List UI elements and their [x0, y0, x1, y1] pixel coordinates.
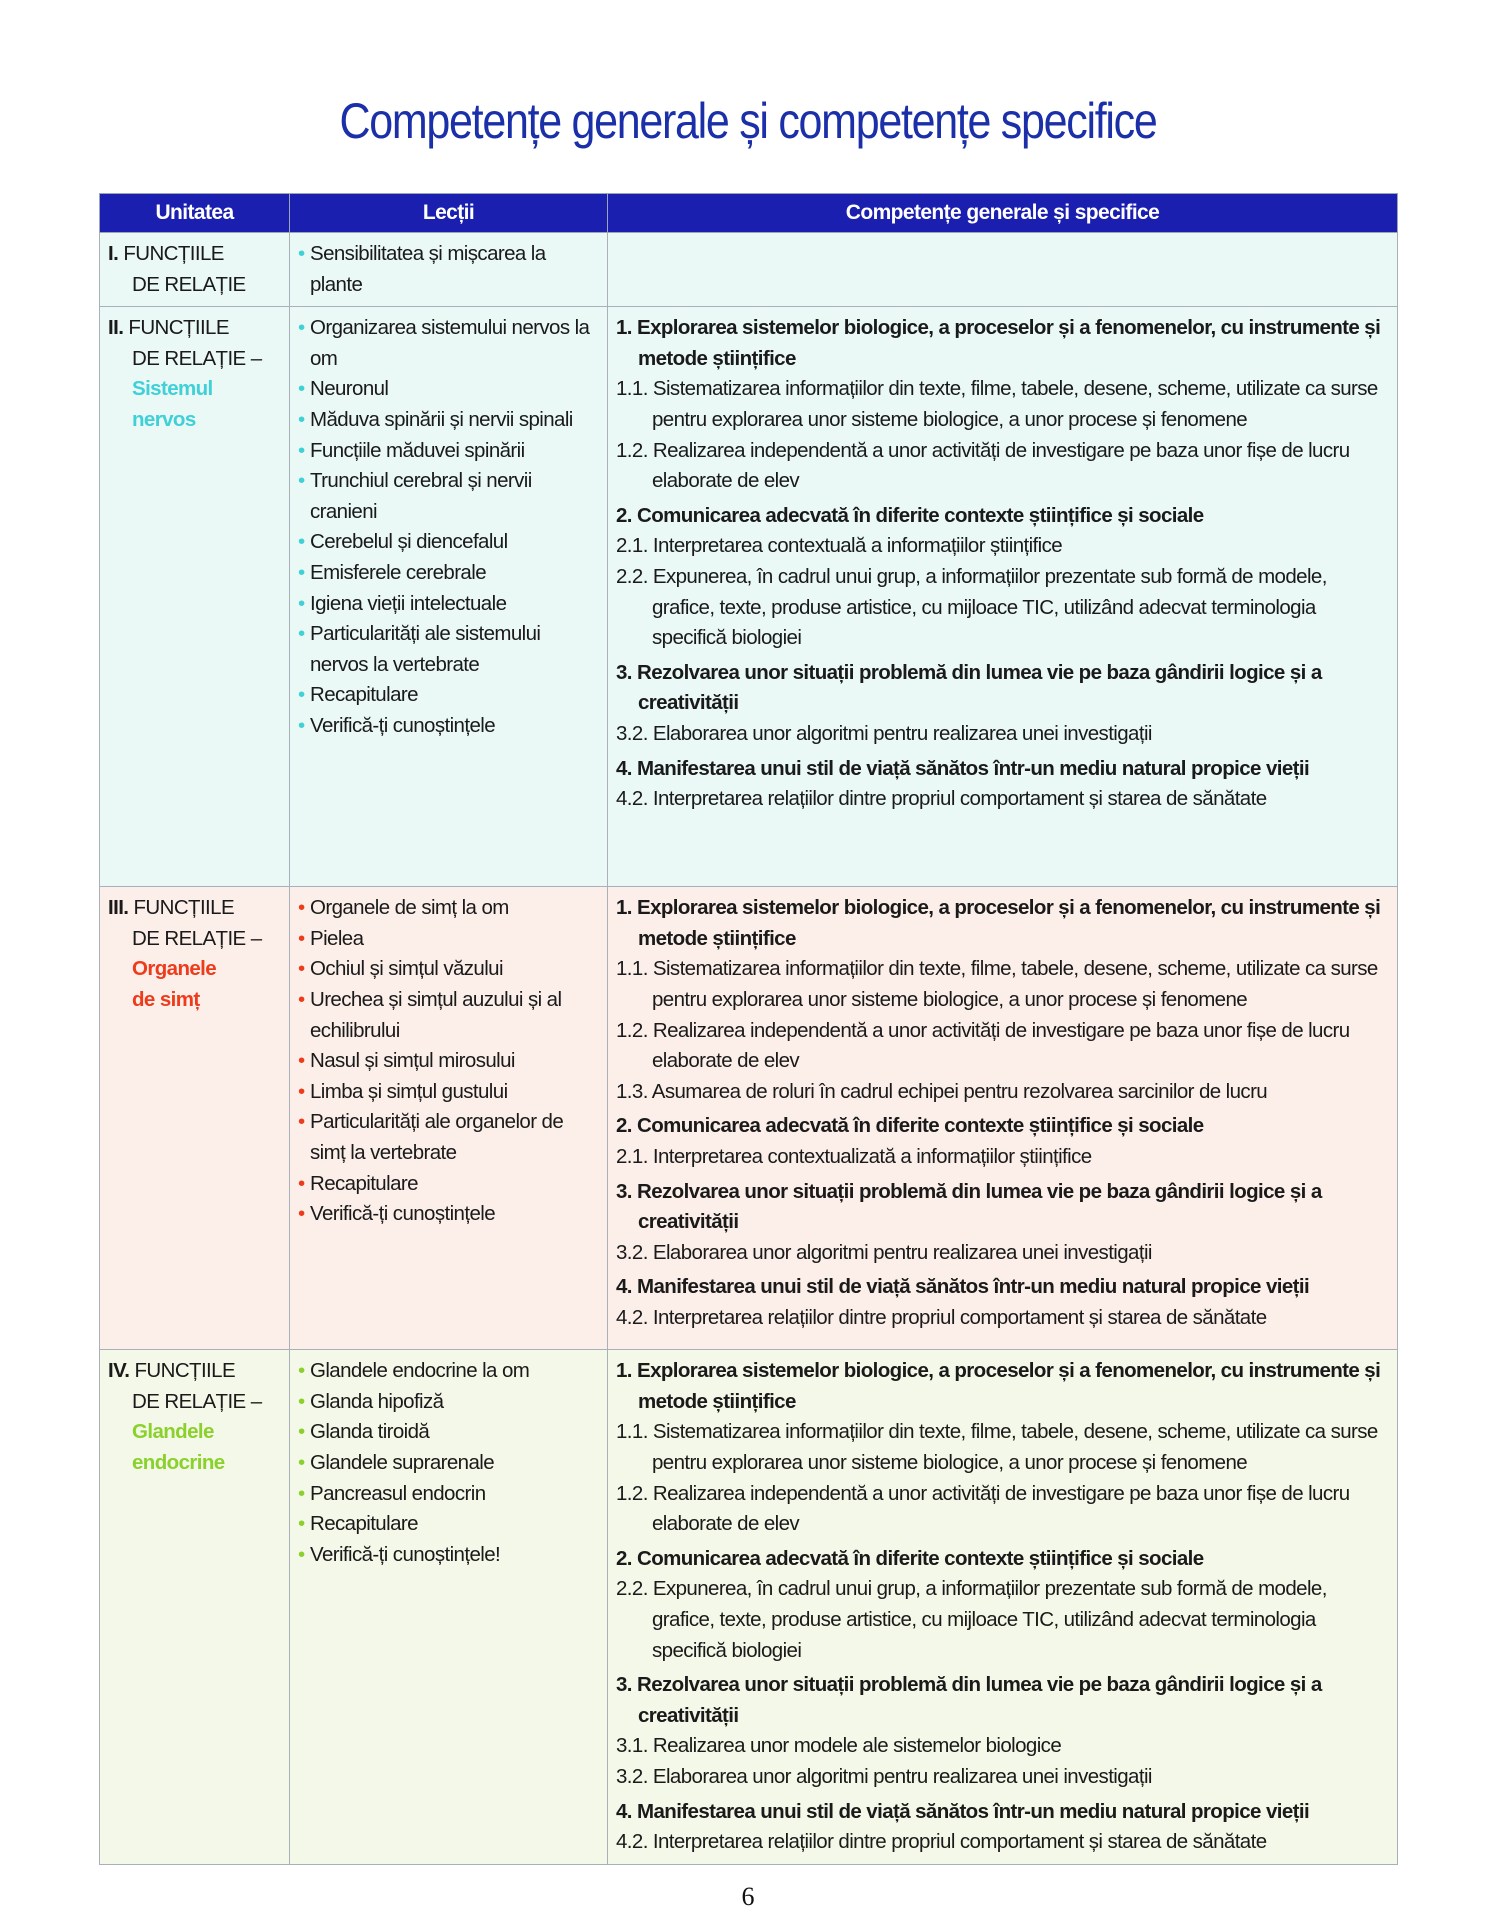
lesson-item — [298, 1387, 599, 1418]
general-competence: 3. Rezolvarea unor situații problemă din lumea vie pe baza gândirii logice și a creativității — [616, 1179, 1322, 1234]
lesson-text: Neuronul — [310, 377, 389, 401]
bullet-icon: • — [298, 530, 305, 554]
lesson-text: Limba și simțul gustului — [310, 1079, 508, 1103]
unit-line2: DE RELAȚIE — [132, 272, 246, 296]
lesson-item — [298, 527, 599, 558]
general-competence: 3. Rezolvarea unor situații problemă din lumea vie pe baza gândirii logice și a creativității — [616, 1673, 1322, 1727]
specific-competence: 3.2. Elaborarea unor algoritmi pentru realizarea unei investigații — [616, 1764, 1152, 1788]
competences-table — [99, 193, 1398, 1865]
lesson-text: Ochiul și simțul văzului — [310, 957, 503, 981]
lesson-text: Igiena vieții intelectuale — [310, 591, 507, 615]
lesson-item — [298, 1448, 599, 1479]
table-row-unit-4 — [100, 1350, 1398, 1865]
competences-cell — [608, 307, 1398, 887]
bullet-icon: • — [298, 713, 305, 737]
lessons-cell — [290, 233, 608, 307]
competences-cell — [608, 233, 1398, 307]
lesson-item — [298, 893, 599, 924]
general-competence: 2. Comunicarea adecvată în diferite contexte științifice și sociale — [616, 503, 1204, 527]
specific-competence: 2.2. Expunerea, în cadrul unui grup, a informațiilor prezentate sub formă de modele, grafice, texte, produse artistice, cu mijloace TIC, utilizând adecvat terminologia specifică biologiei — [616, 1577, 1327, 1662]
lesson-item — [298, 1107, 599, 1168]
bullet-icon: • — [298, 622, 305, 646]
lesson-item — [298, 1356, 599, 1387]
lesson-text: Glanda tiroidă — [310, 1420, 430, 1444]
lesson-text: Trunchiul cerebral și nervii cranieni — [310, 469, 532, 523]
specific-competence: 2.2. Expunerea, în cadrul unui grup, a informațiilor prezentate sub formă de modele, grafice, texte, produse artistice, cu mijloace TIC, utilizând adecvat terminologia specifică biologiei — [616, 564, 1327, 650]
lesson-item — [298, 589, 599, 620]
unit-line1: FUNCȚIILE — [128, 316, 229, 340]
lesson-text: Emisferele cerebrale — [310, 560, 486, 584]
header-competences: Competențe generale și specifice — [608, 194, 1398, 233]
specific-competence: 1.3. Asumarea de roluri în cadrul echipei pentru rezolvarea sarcinilor de lucru — [616, 1079, 1268, 1103]
lesson-text: Particularități ale sistemului nervos la vertebrate — [310, 622, 541, 676]
bullet-icon: • — [298, 926, 305, 950]
bullet-icon: • — [298, 896, 305, 920]
lessons-list — [298, 1356, 599, 1570]
specific-competence: 1.1. Sistematizarea informațiilor din texte, filme, tabele, desene, scheme, utilizate ca surse pentru explorarea unor sisteme biologice, a unor procese și fenomene — [616, 377, 1378, 431]
lesson-item — [298, 436, 599, 467]
lesson-text: Recapitulare — [310, 683, 418, 707]
table-header-row — [100, 194, 1398, 233]
lesson-text: Sensibilitatea și mișcarea la plante — [310, 242, 546, 296]
unit-line1: FUNCȚIILE — [133, 896, 235, 920]
specific-competence: 3.2. Elaborarea unor algoritmi pentru realizarea unei investigații — [616, 721, 1152, 745]
specific-competence: 4.2. Interpretarea relațiilor dintre propriul comportament și starea de sănătate — [616, 787, 1267, 811]
general-competence: 1. Explorarea sistemelor biologice, a proceselor și a fenomenelor, cu instrumente și metode științifice — [616, 896, 1381, 950]
lesson-item — [298, 405, 599, 436]
specific-competence: 2.1. Interpretarea contextuală a informațiilor științifice — [616, 534, 1063, 558]
bullet-icon: • — [298, 591, 305, 615]
general-competence: 1. Explorarea sistemelor biologice, a proceselor și a fenomenelor, cu instrumente și metode științifice — [616, 1359, 1381, 1413]
bullet-icon: • — [298, 1420, 305, 1444]
lesson-item — [298, 1479, 599, 1510]
lesson-item — [298, 239, 599, 300]
bullet-icon: • — [298, 469, 305, 493]
lesson-item — [298, 313, 599, 374]
bullet-icon: • — [298, 1389, 305, 1413]
general-competence: 4. Manifestarea unui stil de viață sănătos într-un mediu natural propice vieții — [616, 1275, 1310, 1299]
bullet-icon: • — [298, 316, 305, 340]
lesson-item — [298, 711, 599, 742]
lesson-text: Măduva spinării și nervii spinali — [310, 407, 573, 431]
lesson-item — [298, 985, 599, 1046]
lesson-text: Glandele endocrine la om — [310, 1359, 530, 1383]
lesson-item — [298, 924, 599, 955]
bullet-icon: • — [298, 1542, 305, 1566]
specific-competence: 1.1. Sistematizarea informațiilor din texte, filme, tabele, desene, scheme, utilizate ca surse pentru explorarea unor sisteme biologice, a unor procese și fenomene — [616, 957, 1378, 1011]
unit-cell — [100, 887, 290, 1350]
specific-competence: 1.2. Realizarea independentă a unor activități de investigare pe baza unor fișe de lucru elaborate de elev — [616, 1018, 1350, 1073]
bullet-icon: • — [298, 1079, 305, 1103]
general-competence: 1. Explorarea sistemelor biologice, a proceselor și a fenomenelor, cu instrumente și metode științifice — [616, 316, 1381, 370]
unit-roman: IV. — [108, 1359, 130, 1383]
unit-line1: FUNCȚIILE — [123, 242, 224, 265]
competences-cell — [608, 887, 1398, 1350]
unit-line2: DE RELAȚIE – — [132, 926, 262, 950]
table-row-unit-3 — [100, 887, 1398, 1350]
lesson-item — [298, 680, 599, 711]
lesson-text: Nasul și simțul mirosului — [310, 1049, 515, 1073]
lesson-text: Organizarea sistemului nervos la om — [310, 316, 590, 370]
lessons-list — [298, 239, 599, 300]
general-competence: 2. Comunicarea adecvată în diferite contexte științifice și sociale — [616, 1114, 1204, 1138]
bullet-icon: • — [298, 1359, 305, 1383]
specific-competence: 4.2. Interpretarea relațiilor dintre propriul comportament și starea de sănătate — [616, 1830, 1267, 1854]
unit-line2: DE RELAȚIE – — [132, 1389, 262, 1413]
lesson-item — [298, 1046, 599, 1077]
general-competence: 2. Comunicarea adecvată în diferite contexte științifice și sociale — [616, 1546, 1204, 1570]
bullet-icon: • — [298, 683, 305, 707]
competences-cell — [608, 1350, 1398, 1865]
bullet-icon: • — [298, 1049, 305, 1073]
unit-cell — [100, 1350, 290, 1865]
lesson-text: Particularități ale organelor de simț la vertebrate — [310, 1110, 564, 1164]
general-competence: 3. Rezolvarea unor situații problemă din lumea vie pe baza gândirii logice și a creativității — [616, 660, 1322, 715]
bullet-icon: • — [298, 438, 305, 462]
specific-competence: 1.2. Realizarea independentă a unor activități de investigare pe baza unor fișe de lucru elaborate de elev — [616, 438, 1350, 493]
specific-competence: 4.2. Interpretarea relațiilor dintre propriul comportament și starea de sănătate — [616, 1305, 1267, 1329]
page-number: 6 — [741, 1882, 755, 1911]
lesson-text: Pancreasul endocrin — [310, 1481, 486, 1505]
lesson-item — [298, 466, 599, 527]
header-lessons: Lecții — [290, 194, 608, 233]
bullet-icon: • — [298, 987, 305, 1011]
specific-competence: 1.1. Sistematizarea informațiilor din texte, filme, tabele, desene, scheme, utilizate ca surse pentru explorarea unor sisteme biologice, a unor procese și fenomene — [616, 1420, 1378, 1474]
general-competence: 4. Manifestarea unui stil de viață sănătos într-un mediu natural propice vieții — [616, 756, 1310, 780]
specific-competence: 2.1. Interpretarea contextualizată a informațiilor științifice — [616, 1144, 1092, 1168]
lesson-item — [298, 374, 599, 405]
lesson-text: Glanda hipofiză — [310, 1389, 444, 1413]
lessons-list — [298, 313, 599, 741]
bullet-icon: • — [298, 957, 305, 981]
lesson-text: Urechea și simțul auzului și al echilibrului — [310, 987, 562, 1042]
lesson-item — [298, 1417, 599, 1448]
page-title: Competențe generale și competențe specifice — [339, 93, 1157, 149]
bullet-icon: • — [298, 407, 305, 431]
lesson-text: Verifică-ți cunoștințele — [310, 713, 496, 737]
lesson-text: Cerebelul și diencefalul — [310, 530, 508, 554]
bullet-icon: • — [298, 377, 305, 401]
lessons-cell — [290, 1350, 608, 1865]
bullet-icon: • — [298, 1202, 305, 1226]
lessons-cell — [290, 887, 608, 1350]
bullet-icon: • — [298, 1512, 305, 1536]
unit-line1: FUNCȚIILE — [134, 1359, 236, 1383]
table-row-unit-1 — [100, 233, 1398, 307]
lesson-text: Organele de simț la om — [310, 896, 509, 920]
general-competence: 4. Manifestarea unui stil de viață sănătos într-un mediu natural propice vieții — [616, 1799, 1310, 1823]
lesson-text: Pielea — [310, 926, 364, 950]
unit-cell — [100, 233, 290, 307]
header-unit: Unitatea — [100, 194, 290, 233]
lesson-item — [298, 558, 599, 589]
lesson-text: Glandele suprarenale — [310, 1450, 495, 1474]
lesson-item — [298, 1199, 599, 1230]
bullet-icon: • — [298, 1171, 305, 1195]
unit-roman: III. — [108, 896, 129, 920]
lesson-text: Verifică-ți cunoștințele! — [310, 1542, 501, 1566]
bullet-icon: • — [298, 1110, 305, 1134]
lesson-item — [298, 1077, 599, 1108]
specific-competence: 3.1. Realizarea unor modele ale sistemelor biologice — [616, 1734, 1062, 1758]
bullet-icon: • — [298, 560, 305, 584]
bullet-icon: • — [298, 242, 305, 265]
lesson-item — [298, 619, 599, 680]
unit-roman: I. — [108, 242, 119, 265]
unit-subtitle: Sistemul nervos — [132, 377, 213, 431]
lesson-item — [298, 1509, 599, 1540]
bullet-icon: • — [298, 1450, 305, 1474]
lesson-item — [298, 954, 599, 985]
lessons-list — [298, 893, 599, 1230]
unit-line2: DE RELAȚIE – — [132, 346, 262, 370]
bullet-icon: • — [298, 1481, 305, 1505]
unit-subtitle: Glandele endocrine — [132, 1420, 225, 1474]
lesson-item — [298, 1169, 599, 1200]
lesson-text: Recapitulare — [310, 1171, 418, 1195]
specific-competence: 1.2. Realizarea independentă a unor activități de investigare pe baza unor fișe de lucru elaborate de elev — [616, 1481, 1350, 1536]
unit-subtitle: Organele de simț — [132, 957, 217, 1011]
lesson-item — [298, 1540, 599, 1571]
lesson-text: Verifică-ți cunoștințele — [310, 1202, 496, 1226]
lessons-cell — [290, 307, 608, 887]
specific-competence: 3.2. Elaborarea unor algoritmi pentru realizarea unei investigații — [616, 1240, 1152, 1264]
table-row-unit-2 — [100, 307, 1398, 887]
unit-roman: II. — [108, 316, 124, 340]
unit-cell — [100, 307, 290, 887]
lesson-text: Recapitulare — [310, 1512, 418, 1536]
lesson-text: Funcțiile măduvei spinării — [310, 438, 525, 462]
